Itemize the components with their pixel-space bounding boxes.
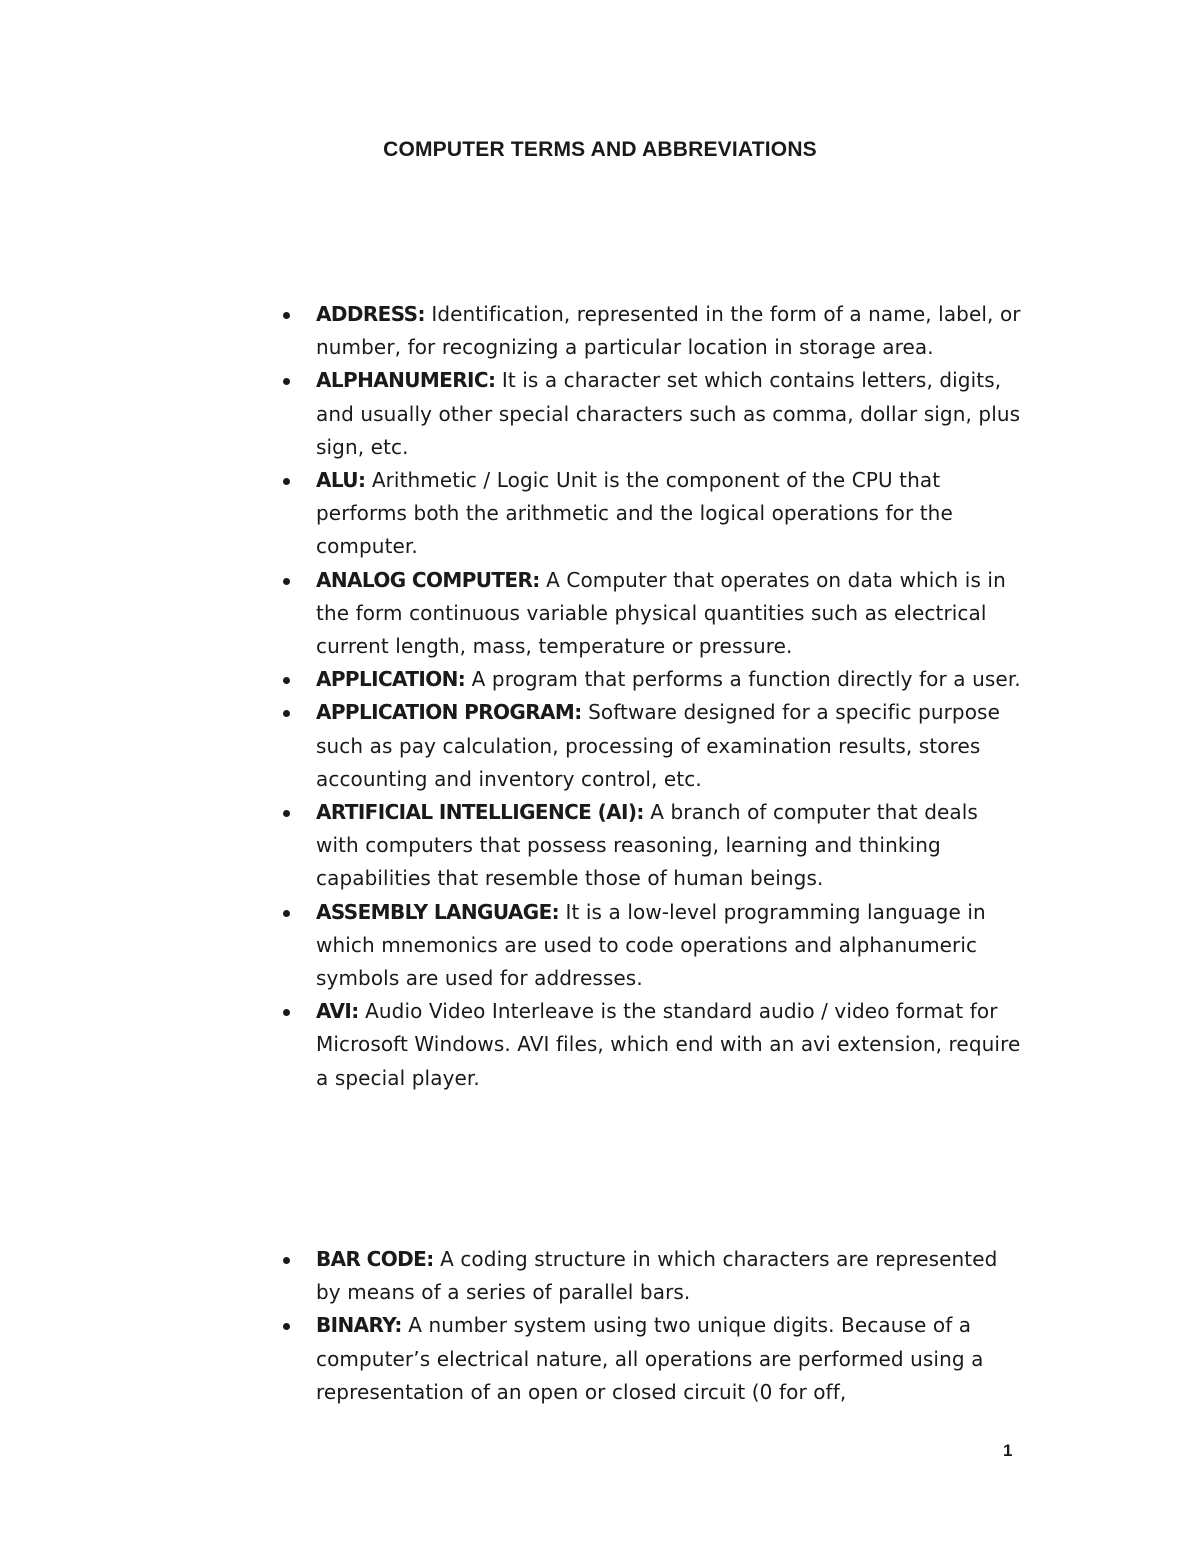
bullet-icon xyxy=(283,1009,290,1016)
term-definition: It is a low-level programming language in which mnemonics are used to code operations and alphanumeric symbols are used for addresses. xyxy=(316,899,986,991)
bullet-icon xyxy=(283,677,290,684)
term-definition: A number system using two unique digits. Because of a computer’s electrical nature, all operations are performed using a representation of an open or closed circuit (0 for off, xyxy=(316,1313,984,1404)
term-name: ADDRESS: xyxy=(316,302,425,326)
list-item xyxy=(0,663,1026,696)
term-definition: Identification, represented in the form of a name, label, or number, for recognizing a particular location in storage area. xyxy=(316,302,1021,360)
term-name: AVI: xyxy=(316,999,359,1024)
term-name: ARTIFICIAL INTELLIGENCE (AI): xyxy=(316,800,644,825)
list-item xyxy=(0,364,1026,464)
term-definition: It is a character set which contains letters, digits, and usually other special characters such as comma, dollar sign, plus sign, etc. xyxy=(316,368,1021,459)
list-item xyxy=(0,464,1026,564)
bullet-icon xyxy=(283,1257,290,1264)
term-definition: A Computer that operates on data which is in the form continuous variable physical quantities such as electrical current length, mass, temperature or pressure. xyxy=(316,567,1006,659)
list-item xyxy=(0,298,1026,364)
term-name: ALU: xyxy=(316,468,366,493)
term-name: BINARY: xyxy=(316,1313,402,1338)
term-definition: A branch of computer that deals with computers that possess reasoning, learning and thinking capabilities that resemble those of human beings. xyxy=(316,800,978,891)
list-item xyxy=(0,696,1026,796)
term-definition: A program that performs a function directly for a user. xyxy=(465,667,1021,692)
term-name: ASSEMBLY LANGUAGE: xyxy=(316,899,560,924)
bullet-icon xyxy=(283,1323,290,1330)
list-item xyxy=(0,564,1026,664)
term-list-a xyxy=(0,298,1026,1095)
term-name: ALPHANUMERIC: xyxy=(316,368,496,393)
bullet-icon xyxy=(283,710,290,717)
list-item xyxy=(0,1309,1026,1409)
term-definition: Audio Video Interleave is the standard audio / video format for Microsoft Windows. AVI files, which end with an avi extension, require a special player. xyxy=(316,999,1021,1090)
bullet-icon xyxy=(283,810,290,817)
list-item xyxy=(0,896,1026,996)
term-name: ANALOG COMPUTER: xyxy=(316,567,540,592)
term-name: APPLICATION: xyxy=(316,667,466,692)
term-definition: A coding structure in which characters are represented by means of a series of parallel bars. xyxy=(316,1247,998,1305)
bullet-icon xyxy=(283,378,290,385)
bullet-icon xyxy=(283,910,290,917)
term-list-b xyxy=(0,1243,1026,1409)
page-title: COMPUTER TERMS AND ABBREVIATIONS xyxy=(383,138,817,161)
term-definition: Software designed for a specific purpose such as pay calculation, processing of examination results, stores accounting and inventory control, etc. xyxy=(316,700,1000,791)
term-name: APPLICATION PROGRAM: xyxy=(316,700,582,725)
bullet-icon xyxy=(283,312,290,319)
list-item xyxy=(0,796,1026,896)
list-item xyxy=(0,1243,1026,1309)
term-definition: Arithmetic / Logic Unit is the component of the CPU that performs both the arithmetic and the logical operations for the computer. xyxy=(316,468,953,559)
list-item xyxy=(0,995,1026,1095)
page-number: 1 xyxy=(1003,1441,1013,1460)
bullet-icon xyxy=(283,478,290,485)
bullet-icon xyxy=(283,578,290,585)
term-name: BAR CODE: xyxy=(316,1247,434,1271)
